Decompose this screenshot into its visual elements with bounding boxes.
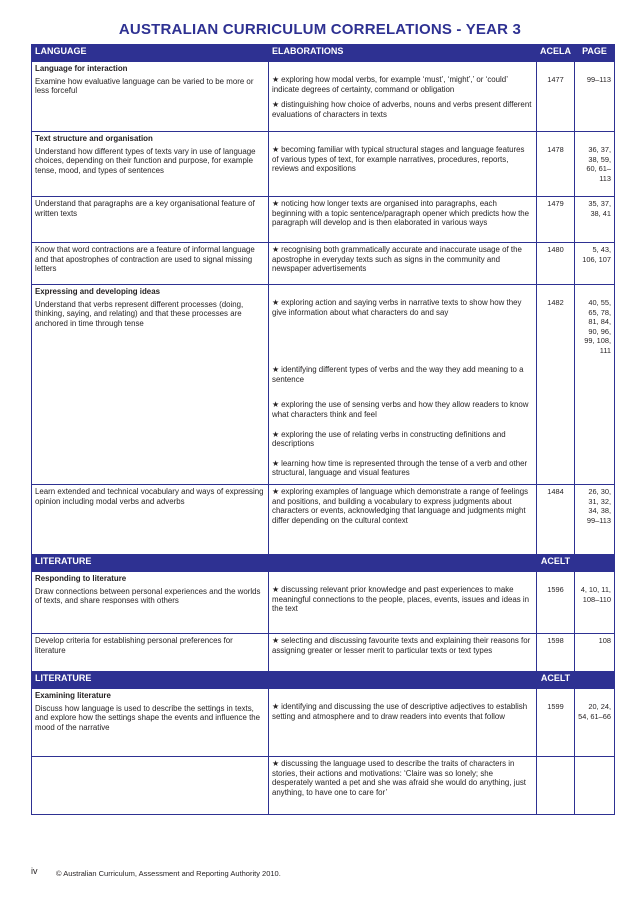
elaboration-text: distinguishing how choice of adverbs, nouns and verbs present different evaluations of characters in texts	[272, 100, 532, 119]
strand-heading: Responding to literature	[35, 574, 127, 583]
elaborations-cell	[269, 634, 537, 672]
column-header: ACELT	[537, 672, 575, 689]
elaboration-item	[272, 459, 533, 478]
elaborations-cell	[269, 62, 537, 132]
page-reference-cell: 40, 55, 65, 78, 81, 84, 90, 96, 99, 108, 111	[575, 285, 615, 485]
elaborations-cell	[269, 243, 537, 285]
code-cell: 1482	[537, 285, 575, 485]
page-reference-cell: 4, 10, 11, 108–110	[575, 572, 615, 634]
code-cell	[537, 757, 575, 815]
column-header-empty	[269, 555, 537, 572]
column-header: LITERATURE	[32, 555, 269, 572]
content-description-cell	[32, 285, 269, 485]
strand-heading: Expressing and developing ideas	[35, 287, 160, 296]
star-bullet-icon: ★	[272, 145, 280, 154]
content-description-cell	[32, 197, 269, 243]
content-description-cell	[32, 132, 269, 197]
section-header-row	[32, 45, 615, 62]
page-number: iv	[31, 866, 38, 876]
curriculum-table	[31, 44, 615, 815]
elaboration-item	[272, 702, 533, 721]
star-bullet-icon: ★	[272, 636, 280, 645]
table-row	[32, 689, 615, 757]
star-bullet-icon: ★	[272, 75, 280, 84]
page-reference-cell: 35, 37, 38, 41	[575, 197, 615, 243]
content-description-cell	[32, 689, 269, 757]
elaboration-item	[272, 199, 533, 228]
code-cell: 1596	[537, 572, 575, 634]
code-cell: 1480	[537, 243, 575, 285]
content-description: Discuss how language is used to describe the settings in texts, and explore how the settings shape the events and influence the mood of the narrative	[35, 703, 261, 732]
content-description: Understand how different types of texts vary in use of language choices, depending on their function and purpose, for example tense, mood, and types of sentences	[35, 146, 256, 175]
content-description-cell	[32, 634, 269, 672]
elaboration-text: identifying different types of verbs and the way they add meaning to a sentence	[272, 365, 524, 384]
elaboration-text: exploring the use of sensing verbs and how they allow readers to know what characters think and feel	[272, 400, 529, 419]
star-bullet-icon: ★	[272, 199, 280, 208]
elaboration-item	[272, 400, 533, 419]
table-row	[32, 285, 615, 485]
content-description: Understand that paragraphs are a key organisational feature of written texts	[35, 199, 255, 218]
table-row	[32, 485, 615, 555]
code-cell: 1598	[537, 634, 575, 672]
strand-heading: Language for interaction	[35, 64, 128, 73]
elaborations-cell	[269, 689, 537, 757]
star-bullet-icon: ★	[272, 458, 280, 468]
star-bullet-icon: ★	[272, 429, 280, 439]
elaboration-text: exploring how modal verbs, for example ‘must’, ‘might’,’ or ‘could’ indicate degrees of certainty, command or obligation	[272, 75, 508, 94]
page-reference-cell: 108	[575, 634, 615, 672]
strand-heading: Examining literature	[35, 691, 111, 700]
star-bullet-icon: ★	[272, 702, 280, 711]
copyright-notice: © Australian Curriculum, Assessment and Reporting Authority 2010.	[56, 869, 281, 878]
star-bullet-icon: ★	[272, 400, 280, 410]
content-description: Know that word contractions are a feature of informal language and that apostrophes of contraction are used to signal missing letters	[35, 245, 255, 274]
elaboration-text: exploring action and saying verbs in narrative texts to show how they give information about what characters do and say	[272, 298, 522, 317]
content-description: Develop criteria for establishing personal preferences for literature	[35, 636, 233, 655]
column-header: ELABORATIONS	[269, 45, 537, 62]
page-reference-cell: 20, 24, 54, 61–66	[575, 689, 615, 757]
elaborations-cell	[269, 285, 537, 485]
elaboration-text: exploring the use of relating verbs in constructing definitions and descriptions	[272, 429, 506, 449]
page-reference-cell: 99–113	[575, 62, 615, 132]
page-reference-cell: 26, 30, 31, 32, 34, 38, 99–113	[575, 485, 615, 555]
table-row	[32, 634, 615, 672]
star-bullet-icon: ★	[272, 487, 280, 496]
elaborations-cell	[269, 757, 537, 815]
star-bullet-icon: ★	[272, 365, 280, 375]
elaboration-text: identifying and discussing the use of descriptive adjectives to establish setting and atmosphere and to draw readers into events that follow	[272, 702, 528, 721]
column-header: ACELA	[537, 45, 575, 62]
elaboration-item	[272, 759, 533, 797]
elaboration-item	[272, 430, 533, 449]
strand-heading: Text structure and organisation	[35, 134, 153, 143]
page-reference-cell: 5, 43, 106, 107	[575, 243, 615, 285]
content-description: Examine how evaluative language can be varied to be more or less forceful	[35, 76, 254, 96]
column-header: PAGE	[575, 45, 615, 62]
elaborations-cell	[269, 485, 537, 555]
column-header: LITERATURE	[32, 672, 269, 689]
content-description: Learn extended and technical vocabulary and ways of expressing opinion including modal verbs and adverbs	[35, 487, 264, 506]
elaboration-item	[272, 365, 533, 384]
elaboration-text: recognising both grammatically accurate and inaccurate usage of the apostrophe in everyday texts such as signs in the community and newspaper advertisements	[272, 245, 522, 274]
table-row	[32, 572, 615, 634]
content-description-cell	[32, 757, 269, 815]
code-cell: 1599	[537, 689, 575, 757]
elaboration-item	[272, 585, 533, 614]
content-description-cell	[32, 572, 269, 634]
elaboration-item	[272, 636, 533, 655]
elaboration-item	[272, 145, 533, 174]
elaboration-text: exploring examples of language which demonstrate a range of feelings and positions, and building a vocabulary to express judgments about characters or events, acknowledging that language and judgments might differ depending on the cultural context	[272, 487, 529, 525]
code-cell: 1477	[537, 62, 575, 132]
table-row	[32, 757, 615, 815]
elaborations-cell	[269, 132, 537, 197]
elaboration-text: selecting and discussing favourite texts and explaining their reasons for assigning greater or lesser merit to particular texts or text types	[272, 636, 531, 655]
content-description: Draw connections between personal experiences and the worlds of texts, and share responses with others	[35, 586, 261, 606]
table-row	[32, 197, 615, 243]
column-header-empty	[575, 672, 615, 689]
star-bullet-icon: ★	[272, 759, 280, 768]
content-description-cell	[32, 485, 269, 555]
table-row	[32, 62, 615, 132]
column-header-empty	[575, 555, 615, 572]
elaboration-item	[272, 75, 533, 94]
section-header-row	[32, 672, 615, 689]
elaborations-cell	[269, 197, 537, 243]
section-header-row	[32, 555, 615, 572]
code-cell: 1484	[537, 485, 575, 555]
content-description: Understand that verbs represent different processes (doing, thinking, saying, and relating) and that these processes are anchored in time through tense	[35, 299, 244, 328]
star-bullet-icon: ★	[272, 245, 280, 254]
elaboration-item	[272, 298, 533, 317]
elaboration-text: discussing relevant prior knowledge and past experiences to make meaningful connections to the people, places, events, issues and ideas in the text	[272, 585, 530, 614]
elaboration-text: noticing how longer texts are organised into paragraphs, each beginning with a topic sentence/paragraph opener which predicts how the paragraph will develop and is then elaborated in various ways	[272, 199, 530, 228]
elaboration-item	[272, 487, 533, 525]
star-bullet-icon: ★	[272, 585, 280, 594]
page-reference-cell	[575, 757, 615, 815]
table-row	[32, 243, 615, 285]
page-reference-cell: 36, 37, 38, 59, 60, 61–113	[575, 132, 615, 197]
column-header-empty	[269, 672, 537, 689]
elaboration-text: learning how time is represented through the tense of a verb and other structural, language and visual features	[272, 458, 528, 478]
table-row	[32, 132, 615, 197]
elaboration-item	[272, 245, 533, 274]
column-header: ACELT	[537, 555, 575, 572]
elaboration-item	[272, 100, 533, 119]
star-bullet-icon: ★	[272, 100, 280, 110]
elaboration-text: discussing the language used to describe the traits of characters in stories, their actions and motivations: ‘Claire was so lonely; she desperately wanted a pet and she was afraid she would do anything, just anything, to have one to care for’	[272, 759, 526, 797]
elaboration-text: becoming familiar with typical structural stages and language features of various types of text, for example narratives, procedures, reports, reviews and expositions	[272, 145, 525, 174]
content-description-cell	[32, 62, 269, 132]
code-cell: 1478	[537, 132, 575, 197]
code-cell: 1479	[537, 197, 575, 243]
page-title: AUSTRALIAN CURRICULUM CORRELATIONS - YEAR 3	[118, 21, 522, 38]
elaborations-cell	[269, 572, 537, 634]
star-bullet-icon: ★	[272, 298, 280, 307]
content-description-cell	[32, 243, 269, 285]
column-header: LANGUAGE	[32, 45, 269, 62]
